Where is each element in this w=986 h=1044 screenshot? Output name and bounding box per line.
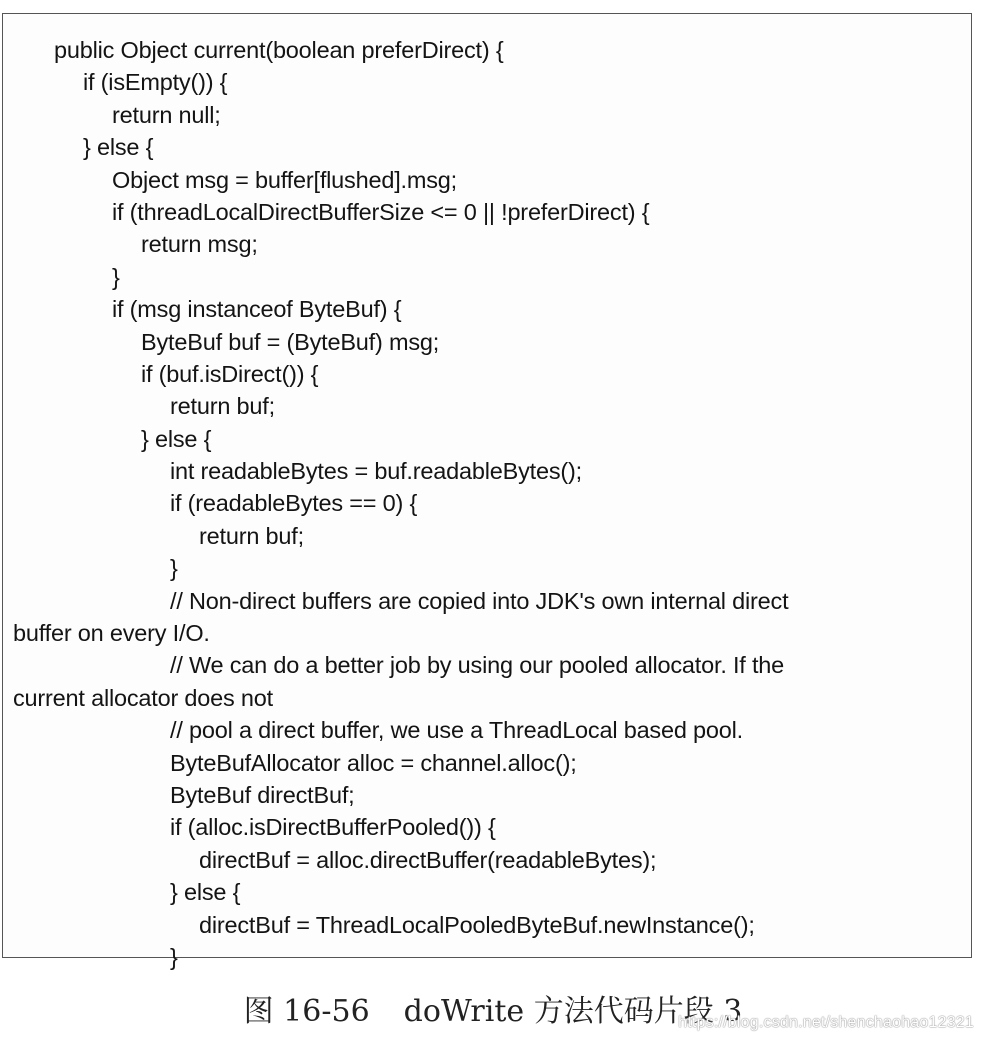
code-line: ByteBufAllocator alloc = channel.alloc(); [170,749,577,776]
code-line: } else { [141,425,212,452]
code-line: int readableBytes = buf.readableBytes(); [170,458,582,485]
figure-number: 图 16-56 [243,994,370,1029]
code-line: // We can do a better job by using our pooled allocator. If the [170,652,785,679]
code-line: } [170,943,178,970]
code-line: public Object current(boolean preferDirect) { [54,37,504,63]
code-line: buffer on every I/O. [13,620,210,647]
code-line: ByteBuf directBuf; [170,781,355,808]
code-line: directBuf = alloc.directBuffer(readableBytes); [199,846,657,873]
code-line: } [170,555,178,582]
code-line: directBuf = ThreadLocalPooledByteBuf.newInstance(); [199,911,755,938]
code-line: ByteBuf buf = (ByteBuf) msg; [141,328,440,355]
code-line: return buf; [199,522,304,549]
code-line: return null; [112,101,221,128]
code-line: } else { [170,879,241,906]
code-line: if (isEmpty()) { [83,69,228,96]
code-listing-frame [2,13,972,970]
code-line: // Non-direct buffers are copied into JDK's own internal direct [170,587,789,614]
figure-title: doWrite 方法代码片段 3 [403,994,743,1029]
code-line: } else { [83,134,154,161]
code-line: if (msg instanceof ByteBuf) { [112,296,402,323]
code-line: if (buf.isDirect()) { [141,360,319,387]
code-line: return buf; [170,393,275,420]
watermark-url: https://blog.csdn.net/shenchaohao12321 [678,1014,974,1031]
code-listing [13,34,973,973]
code-line: // pool a direct buffer, we use a ThreadLocal based pool. [170,717,744,744]
code-line: if (readableBytes == 0) { [170,490,418,517]
code-line: return msg; [141,231,258,258]
code-line: if (threadLocalDirectBufferSize <= 0 || !preferDirect) { [112,198,650,225]
code-line: Object msg = buffer[flushed].msg; [112,166,457,193]
code-line: } [112,263,120,290]
code-line: if (alloc.isDirectBufferPooled()) { [170,814,496,841]
code-line: current allocator does not [13,684,273,711]
